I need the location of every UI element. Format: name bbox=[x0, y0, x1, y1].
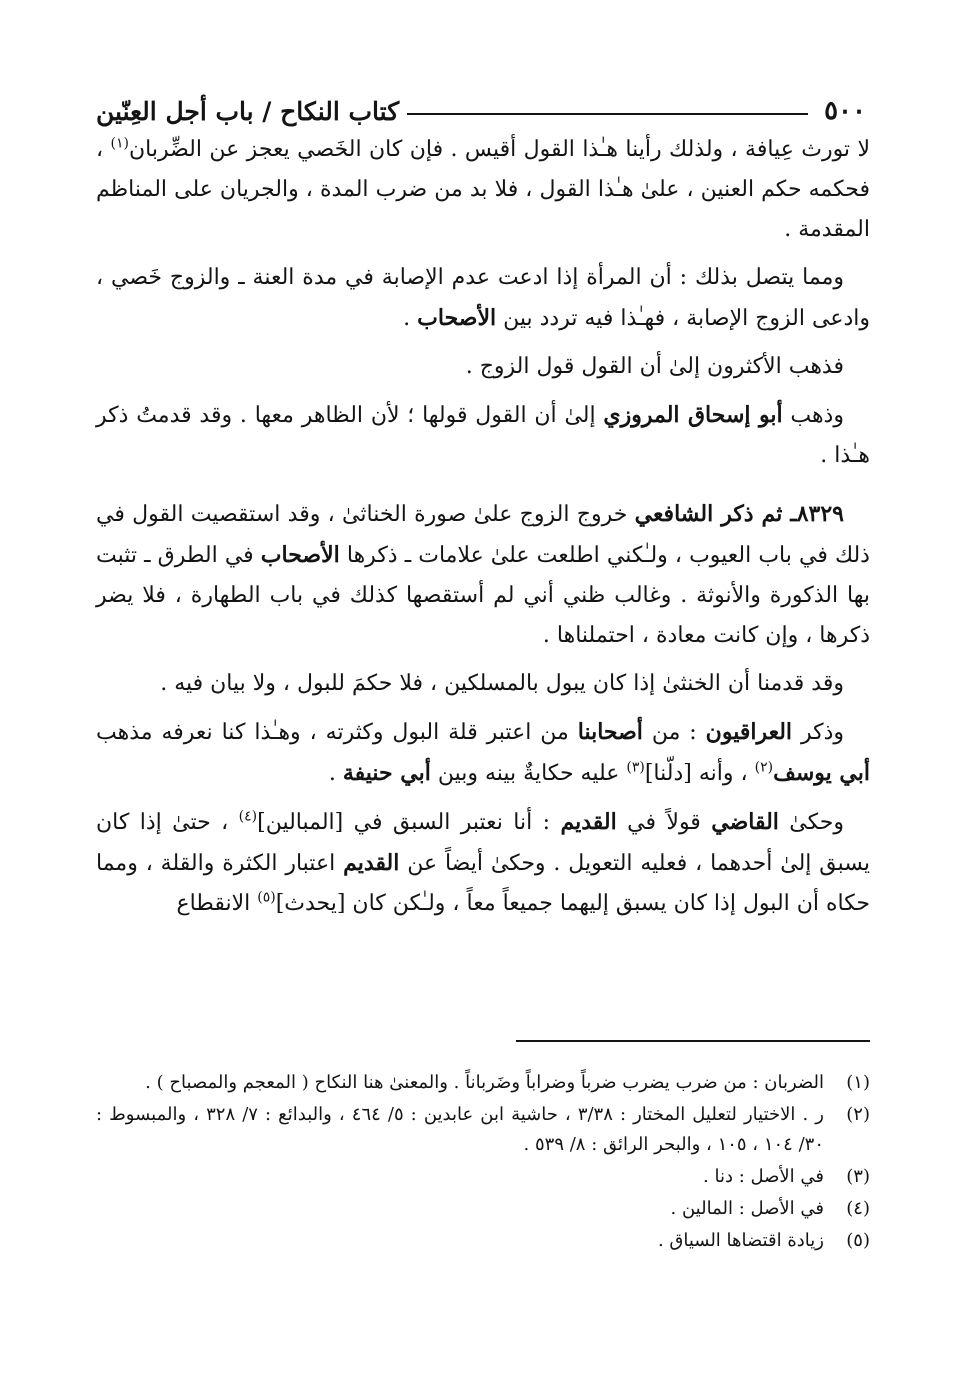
footnote-number: (٣) bbox=[846, 1166, 870, 1187]
paragraph bbox=[96, 664, 870, 704]
paragraph bbox=[96, 130, 870, 250]
footnote-number: (١) bbox=[846, 1072, 870, 1093]
paragraph bbox=[96, 347, 870, 387]
footnote-text: زيادة اقتضاها السياق . bbox=[657, 1230, 824, 1251]
footnote-ref[interactable]: (٣) bbox=[626, 759, 645, 776]
paragraph bbox=[96, 494, 870, 656]
text: وقد قدمنا أن الخنثىٰ إذا كان يبول بالمسلكين ، فلا حكمَ للبول ، ولا بيان فيه . bbox=[160, 671, 844, 696]
text: فذهب الأكثرون إلىٰ أن القول قول الزوج . bbox=[465, 354, 844, 379]
footnote bbox=[96, 1194, 870, 1224]
text: في الطرق ـ تثبت بها الذكورة والأنوثة . وغالب ظني أني لم أستقصها كذلك في باب الطهارة ، فلا يضر ذكرها ، وإن كانت معادة ، احتملناها . bbox=[96, 543, 870, 648]
text: : من bbox=[642, 720, 706, 745]
text: اعتبار الكثرة والقلة ، ومما حكاه أن البول إذا كان يسبق إليهما جميعاً معاً ، ولـٰكن كان [يحدث] bbox=[96, 851, 870, 916]
text: وذكر bbox=[792, 720, 845, 745]
bold-term: القديم bbox=[560, 809, 617, 835]
footnote-ref[interactable]: (٢) bbox=[754, 759, 774, 776]
footnote-separator bbox=[516, 1040, 870, 1042]
footnotes bbox=[96, 1068, 870, 1258]
text: الانقطاع bbox=[176, 891, 258, 916]
text: خروج الزوج علىٰ صورة الخناثىٰ ، وقد استقصيت القول في ذلك في باب العيوب ، ولـٰكني اطلعت علىٰ علامات ـ ذكرها bbox=[96, 502, 870, 568]
footnote-ref[interactable]: (٤) bbox=[238, 808, 258, 825]
paragraph bbox=[96, 258, 870, 339]
text: . bbox=[328, 761, 343, 786]
text: من اعتبر قلة البول وكثرته ، وهـٰذا كنا نعرفه مذهب bbox=[96, 720, 578, 745]
footnote bbox=[96, 1100, 870, 1160]
footnote-number: (٥) bbox=[846, 1230, 870, 1251]
text: قولاً في bbox=[616, 810, 712, 835]
bold-term: الأصحاب bbox=[417, 305, 497, 331]
text: ، حتىٰ إذا كان يسبق إلىٰ أحدهما ، فعليه التعويل . وحكىٰ أيضاً عن bbox=[96, 810, 870, 876]
footnote-number: (٢) bbox=[846, 1104, 870, 1125]
paragraph bbox=[96, 802, 870, 924]
text: ، وأنه [دلّنا] bbox=[644, 761, 755, 786]
footnote-ref[interactable]: (٥) bbox=[257, 889, 276, 906]
text: وحكىٰ bbox=[778, 810, 845, 835]
text: لا تورث عِيافة ، ولذلك رأينا هـٰذا القول أقيس . فإن كان الخَصي يعجز عن الضِّربان bbox=[128, 137, 871, 162]
paragraph bbox=[96, 712, 870, 794]
page-number: ٥٠٠ bbox=[824, 96, 866, 126]
bold-term: القاضي bbox=[711, 809, 779, 835]
footnote-number: (٤) bbox=[846, 1198, 870, 1219]
text: . bbox=[403, 306, 418, 331]
text: ومما يتصل بذلك : أن المرأة إذا ادعت عدم الإصابة في مدة العنة ـ والزوج خَصي ، وادعى الزوج الإصابة ، فهـٰذا فيه تردد بين bbox=[96, 265, 870, 331]
footnote-text: في الأصل : دنا . bbox=[703, 1166, 824, 1187]
footnote bbox=[96, 1068, 870, 1098]
text: وذهب bbox=[782, 403, 844, 428]
header-rule bbox=[407, 113, 808, 115]
bold-term: أصحابنا bbox=[577, 719, 643, 745]
footnote bbox=[96, 1162, 870, 1192]
bold-term: أبو إسحاق المروزي bbox=[603, 402, 783, 428]
text: ، فحكمه حكم العنين ، علىٰ هـٰذا القول ، فلا بد من ضرب المدة ، والجريان على المناظم المقدمة . bbox=[96, 137, 870, 242]
footnote-text: ر . الاختيار لتعليل المختار : ٣/٣٨ ، حاشية ابن عابدين : ٥/ ٤٦٤ ، والبدائع : ٧/ ٣٢٨ ، والمبسوط : ٣٠/ ١٠٤ ، ١٠٥ ، والبحر الرائق : ٨/ ٥٣٩ . bbox=[96, 1104, 824, 1155]
footnote-ref[interactable]: (١) bbox=[110, 135, 129, 152]
bold-term: العراقيون bbox=[705, 719, 793, 745]
footnote-text: في الأصل : المالين . bbox=[670, 1198, 824, 1219]
paragraph bbox=[96, 395, 870, 476]
bold-term: الأصحاب bbox=[260, 542, 340, 568]
bold-term: أبي حنيفة bbox=[342, 760, 431, 786]
main-text bbox=[96, 130, 870, 932]
text: إلىٰ أن القول قولها ؛ لأن الظاهر معها . وقد قدمتُ ذكر هـٰذا . bbox=[96, 403, 870, 468]
footnote bbox=[96, 1226, 870, 1256]
running-header bbox=[96, 80, 866, 124]
footnote-text: الضربان : من ضرب يضرب ضرباً وضراباً وضَرباناً . والمعنىٰ هنا النكاح ( المعجم والمصباح ) . bbox=[145, 1072, 824, 1093]
running-title: كتاب النكاح / باب أجل العِنّين bbox=[96, 97, 400, 126]
bold-term: الشافعي bbox=[634, 501, 714, 527]
text: : أنا نعتبر السبق في [المبالين] bbox=[257, 810, 561, 835]
bold-term: أبي يوسف bbox=[773, 760, 870, 786]
section-number: ٨٣٢٩ـ ثم ذكر bbox=[713, 501, 844, 527]
text: عليه حكايةٌ بينه وبين bbox=[430, 761, 627, 786]
bold-term: القديم bbox=[343, 850, 400, 876]
